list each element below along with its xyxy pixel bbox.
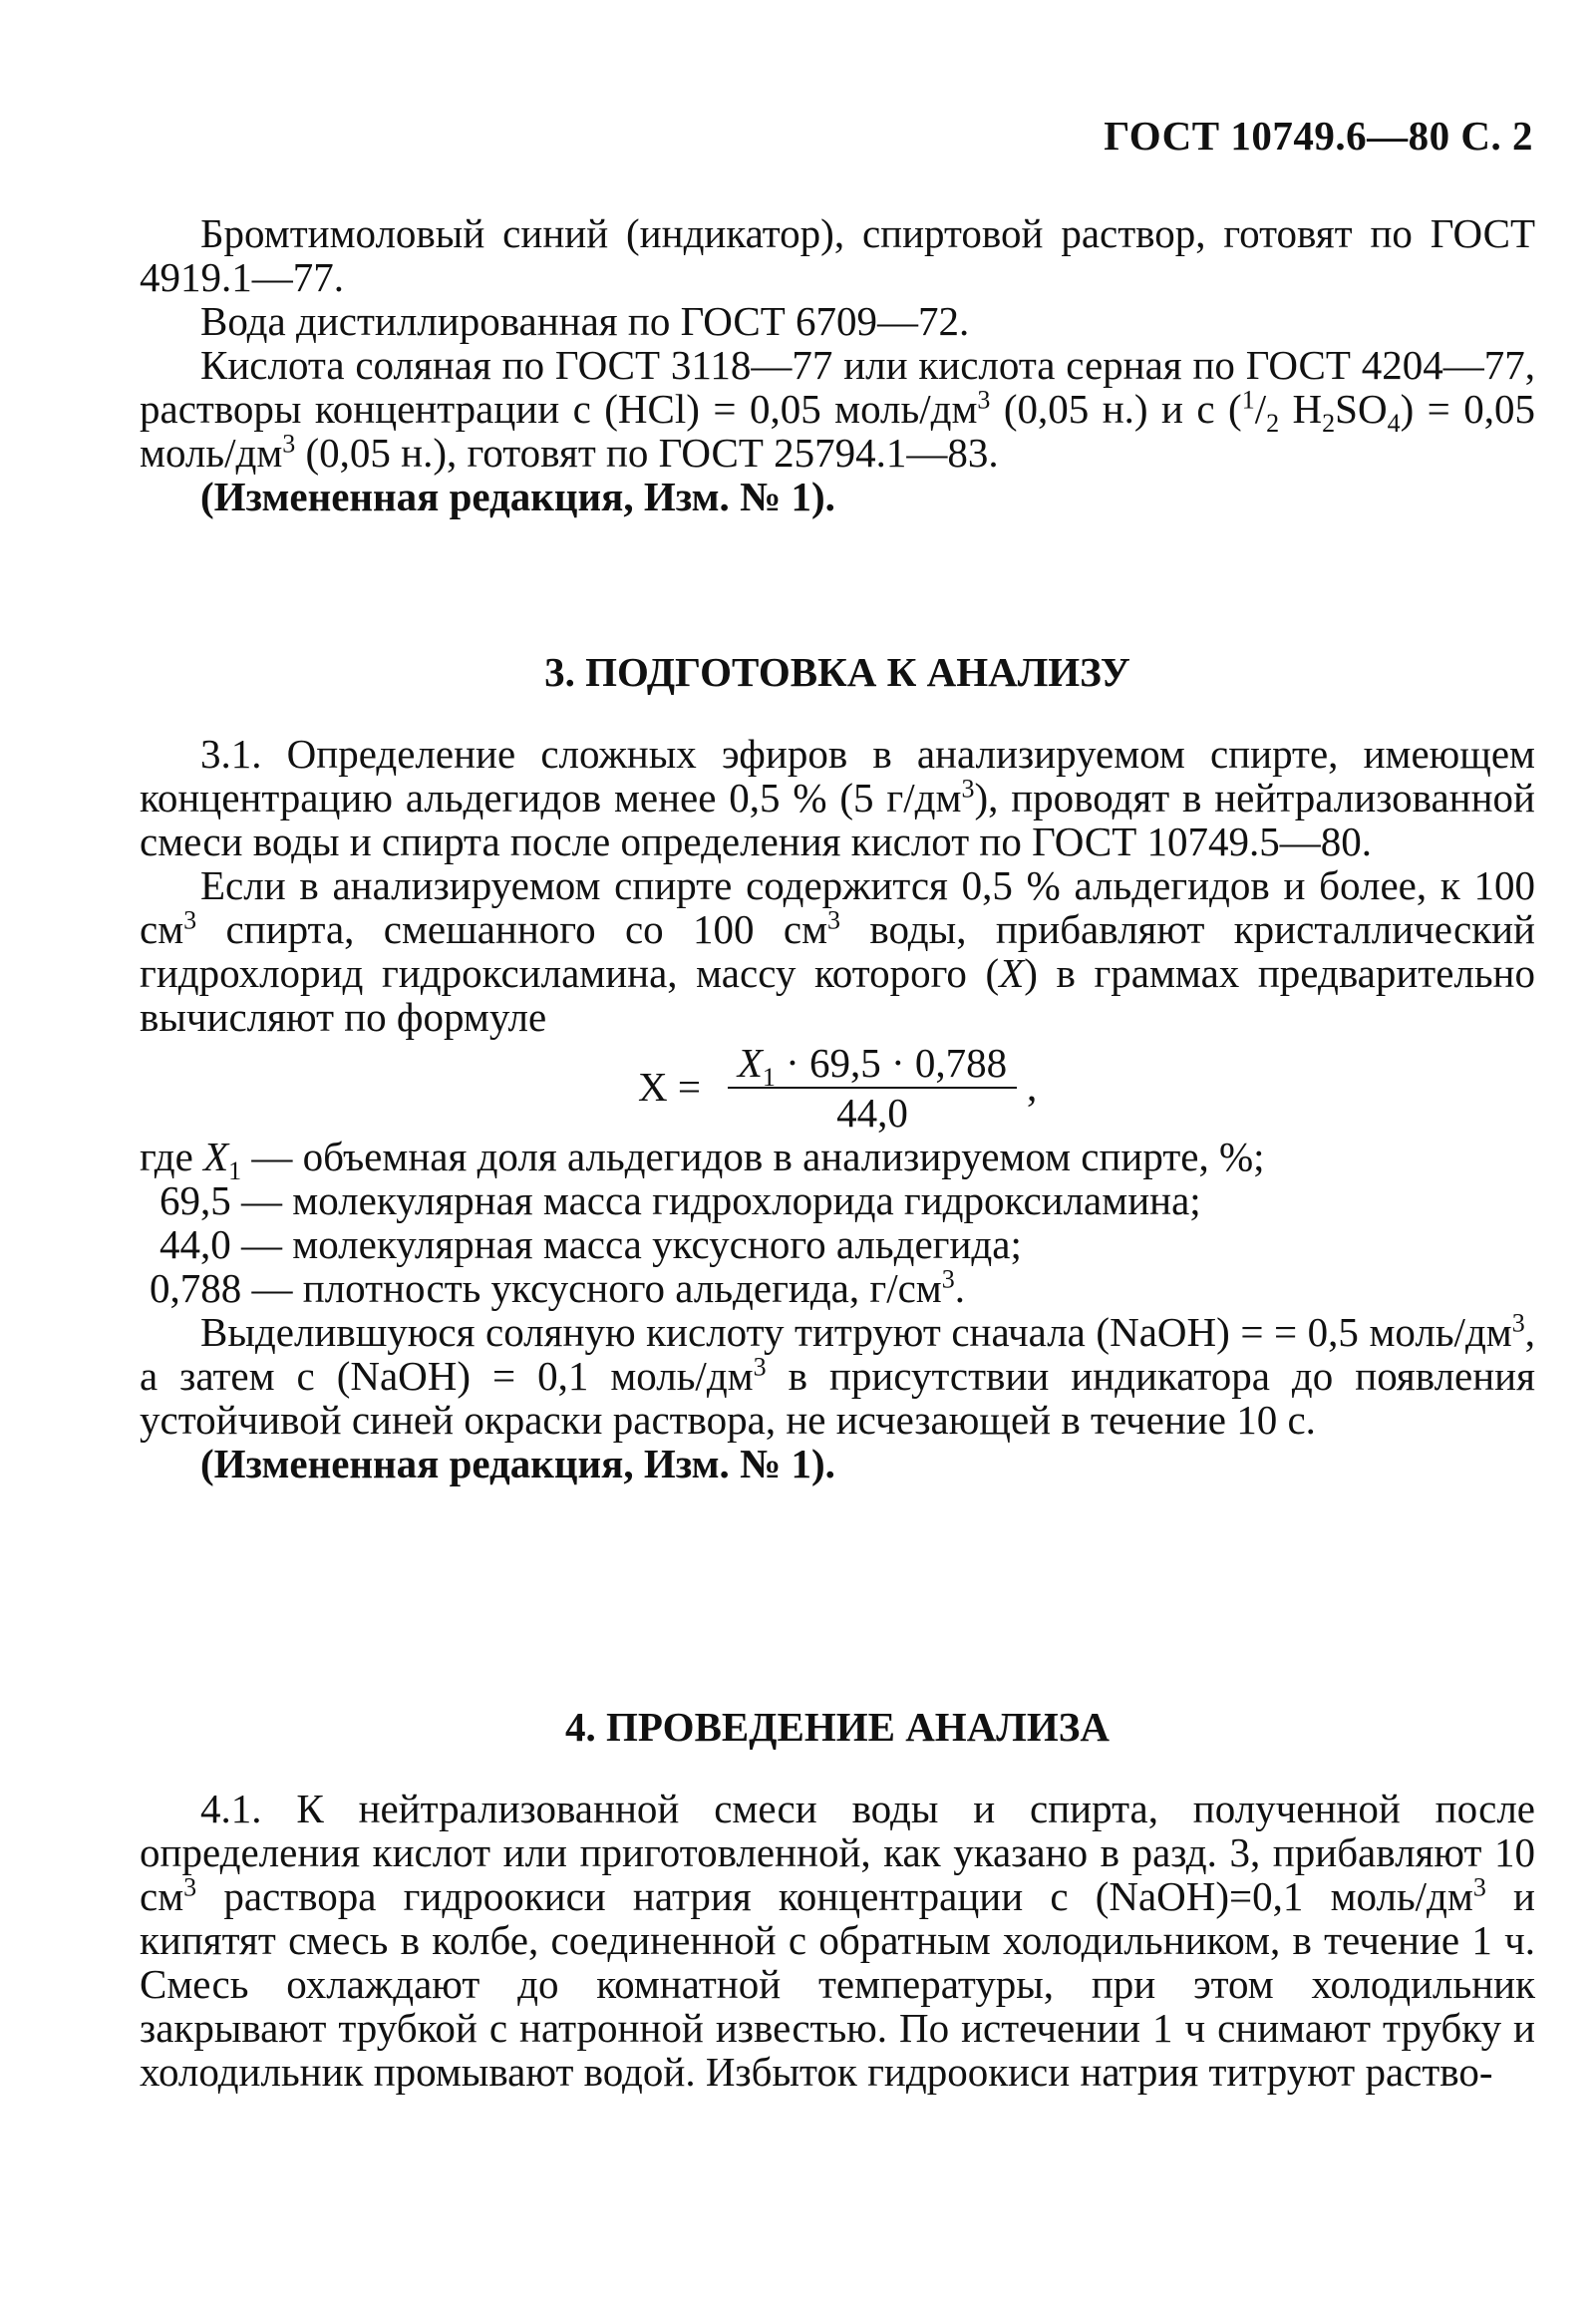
paragraph-water: Вода дистиллированная по ГОСТ 6709—72. (200, 298, 970, 344)
definition-x1: где $X_1$ — объемная доля альдегидов в анализируемом спирте, %; (140, 1134, 1265, 1186)
formula-comma: , (1027, 1064, 1038, 1110)
section-2-reagents (140, 211, 1535, 518)
formula-fraction (728, 1041, 1017, 1135)
definition-44-0: 44,0 — молекулярная масса уксусного альдегида; (160, 1221, 1022, 1267)
formula-numerator: $X_1 \cdot 69,5 \cdot 0,788$ (728, 1041, 1017, 1089)
section-4-body (140, 1787, 1535, 2094)
section-3-heading: 3. ПОДГОТОВКА К АНАЛИЗУ (544, 649, 1130, 695)
section-4-heading-wrap (140, 1703, 1535, 1751)
paragraph-bromthymol: Бромтимоловый синий (индикатор), спиртовой раствор, готовят по ГОСТ 4919.1—77. (140, 210, 1535, 300)
paragraph-aldehydes: Если в анализируемом спирте содержится 0,5 % альдегидов и более, к 100 $см^3$ спирта, смешанного со 100 $см^3$ воды, прибавляют кристаллический гидрохлорид гидроксиламина, массу которого (X) в граммах предварительно вычисляют по формуле (140, 862, 1536, 1040)
definition-0-788: 0,788 — плотность уксусного альдегида, $г/см^3$. (150, 1264, 965, 1311)
formula (140, 1040, 1535, 1136)
definition-69-5: 69,5 — молекулярная масса гидрохлорида гидроксиламина; (160, 1177, 1201, 1223)
revision-note-2: (Измененная редакция, Изм. № 1). (200, 1441, 835, 1486)
section-3-heading-wrap (140, 648, 1535, 696)
section-3-body (140, 732, 1535, 1485)
page-header: ГОСТ 10749.6—80 С. 2 (1104, 113, 1533, 159)
section-4-heading: 4. ПРОВЕДЕНИЕ АНАЛИЗА (564, 1704, 1110, 1750)
paragraph-acid: Кислота соляная по ГОСТ 3118—77 или кислота серная по ГОСТ 4204—77, растворы концентрации с (HCl) = 0,05 моль/$дм^3$ (0,05 н.) и с ($^1/_2$ $H_2SO_4) = 0,05$ моль/$дм^3$ (0,05 н.), готовят по ГОСТ 25794.1—83. (140, 342, 1535, 476)
paragraph-3-1: 3.1. Определение сложных эфиров в анализируемом спирте, имеющем концентрацию альдегидов менее 0,5 % (5 $г/дм^3$), проводят в нейтрализованной смеси воды и спирта после определения кислот по ГОСТ 10749.5—80. (140, 731, 1535, 864)
paragraph-titration: Выделившуюся соляную кислоту титруют сначала (NaOH) = = 0,5 моль/$дм^3$, а затем с (NaOH) = 0,1 моль/$дм^3$ в присутствии индикатора до появления устойчивой синей окраски раствора, не исчезающей в течение 10 с. (140, 1308, 1535, 1443)
revision-note: (Измененная редакция, Изм. № 1). (200, 474, 835, 519)
formula-denominator: 44,0 (836, 1090, 908, 1136)
formula-lhs: X = (638, 1064, 701, 1110)
paragraph-4-1: 4.1. К нейтрализованной смеси воды и спирта, полученной после определения кислот или приготовленной, как указано в разд. 3, прибавляют 10 $см^3$ раствора гидроокиси натрия концентрации с (NaOH)=0,1 моль/$дм^3$ и кипятят смесь в колбе, соединенной с обратным холодильником, в течение 1 ч. Смесь охлаждают до комнатной температуры, при этом холодильник закрывают трубкой с натронной известью. По истечении 1 ч снимают трубку и холодильник промывают водой. Избыток гидроокиси натрия титруют раство- (140, 1786, 1535, 2095)
